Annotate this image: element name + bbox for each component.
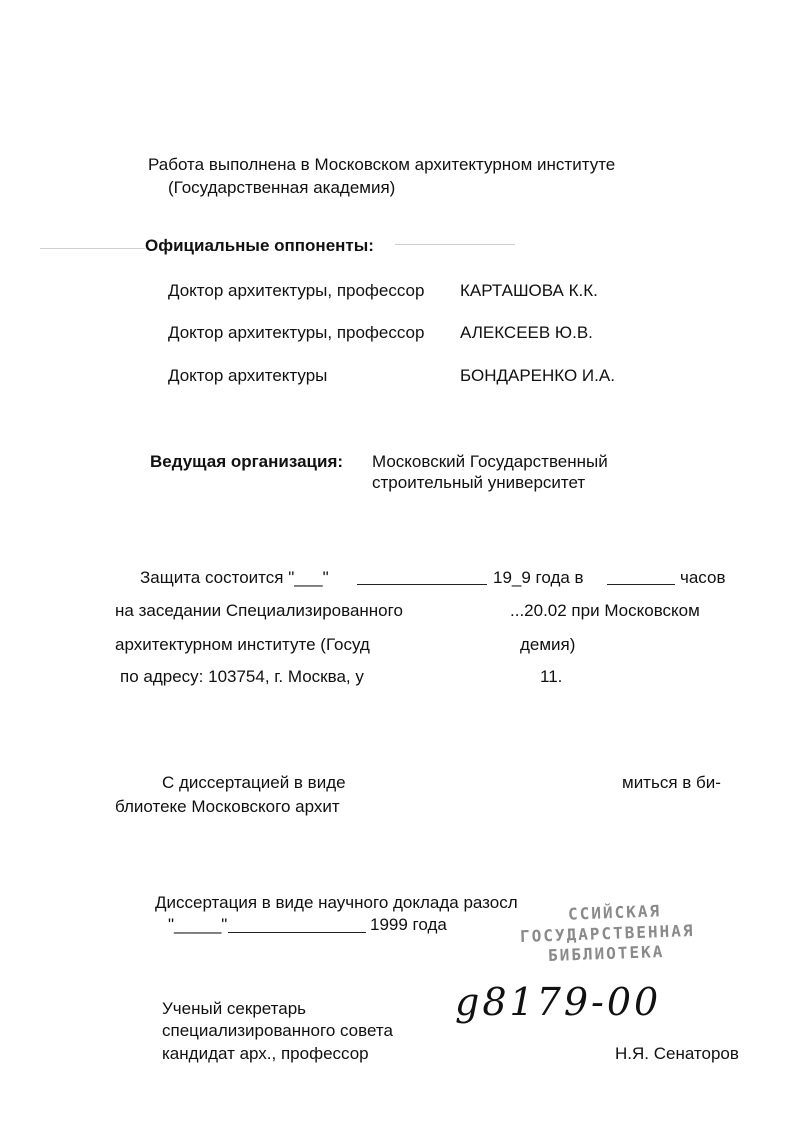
defense-line-1a: Защита состоится "___" — [140, 568, 329, 587]
defense-line-3a: архитектурном институте (Госуд — [115, 635, 370, 654]
secretary-line-1: Ученый секретарь — [162, 999, 307, 1018]
opponent-name: АЛЕКСЕЕВ Ю.В. — [460, 323, 593, 342]
opponents-heading: Официальные оппоненты: — [145, 236, 374, 255]
leading-org-line-2: строительный университет — [372, 473, 586, 492]
secretary-line-2: специализированного совета — [162, 1021, 393, 1040]
library-stamp-line-2: ГОСУДАРСТВЕННАЯ — [519, 920, 695, 947]
library-stamp-line-1: ССИЙСКАЯ — [567, 901, 662, 924]
intro-line-1: Работа выполнена в Московском архитектурном институте — [148, 155, 616, 174]
scan-line — [40, 248, 145, 249]
defense-line-2b: ...20.02 при Московском — [510, 601, 700, 620]
opponent-name: БОНДАРЕНКО И.А. — [460, 366, 615, 385]
defense-line-2a: на заседании Специализированного — [115, 601, 403, 620]
defense-line-1b: 19_9 года в — [493, 568, 584, 587]
leading-org-line-1: Московский Государственный — [372, 452, 608, 471]
blank-field — [357, 584, 487, 585]
defense-line-4a: по адресу: 103754, г. Москва, у — [120, 667, 364, 686]
opponent-title: Доктор архитектуры, профессор — [168, 323, 425, 342]
opponent-name: КАРТАШОВА К.К. — [460, 281, 598, 300]
blank-field — [228, 932, 366, 933]
defense-line-4b: 11. — [540, 667, 563, 686]
intro-line-2: (Государственная академия) — [168, 178, 396, 197]
blank-field — [607, 584, 675, 585]
mailing-line-1: Диссертация в виде научного доклада разосл — [155, 893, 518, 912]
opponent-title: Доктор архитектуры — [168, 366, 328, 385]
defense-line-3b: демия) — [520, 635, 576, 654]
leading-org-label: Ведущая организация: — [150, 452, 344, 471]
secretary-line-3: кандидат арх., профессор — [162, 1044, 369, 1063]
opponent-title: Доктор архитектуры, профессор — [168, 281, 425, 300]
defense-line-1c: часов — [680, 568, 726, 587]
handwritten-number: g8179-00 — [455, 980, 662, 1024]
dissertation-line-1a: С диссертацией в виде — [162, 773, 346, 792]
secretary-name: Н.Я. Сенаторов — [615, 1044, 739, 1063]
dissertation-line-2: блиотеке Московского архит — [115, 797, 340, 816]
dissertation-line-1b: миться в би- — [622, 773, 721, 792]
mailing-line-2b: 1999 года — [370, 915, 447, 934]
mailing-line-2a: "_____" — [168, 915, 228, 934]
library-stamp-line-3: БИБЛИОТЕКА — [547, 941, 665, 966]
scan-line — [395, 244, 515, 245]
